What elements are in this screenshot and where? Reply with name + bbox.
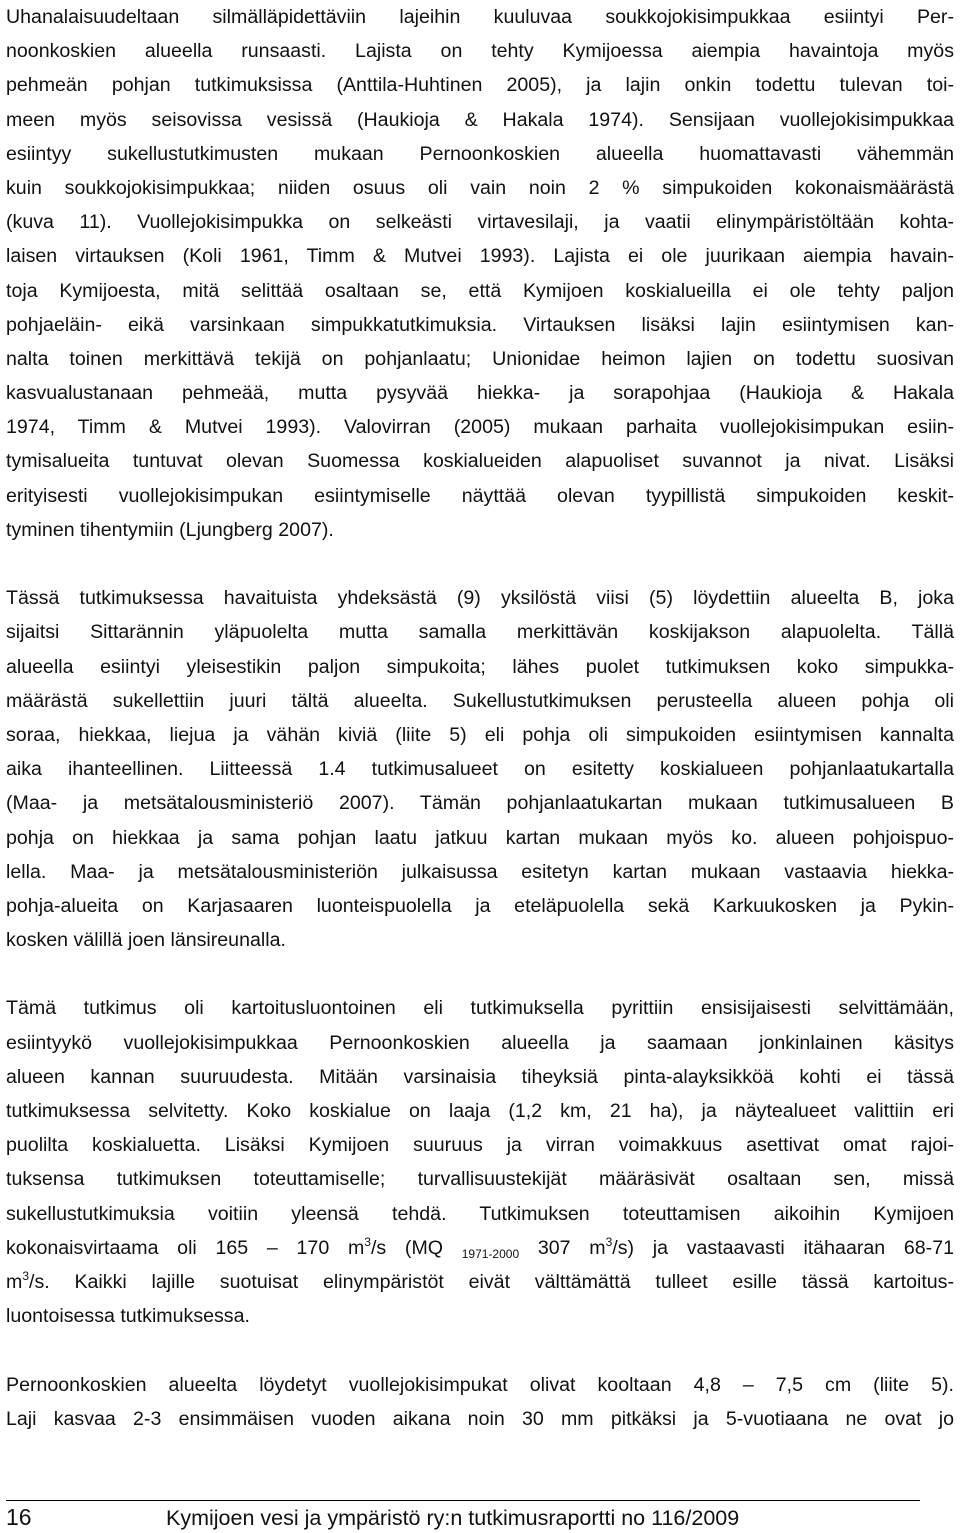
paragraph-3 — [6, 991, 954, 1333]
text-line: erityisesti vuollejokisimpukan esiintymiselle näyttää olevan tyypillistä simpukoiden keskit- — [6, 484, 954, 507]
flow-text: kokonaisvirtaama oli 165 – 170 m — [6, 1236, 365, 1259]
text-line: soraa, hiekkaa, liejua ja vähän kiviä (liite 5) eli pohja oli simpukoiden esiintymisen kannalta — [6, 723, 954, 746]
text-line: puolilta koskialuetta. Lisäksi Kymijoen suuruus ja virran voimakkuus asettivat omat rajoi- — [6, 1134, 954, 1157]
unit-line — [6, 1265, 954, 1299]
superscript: 3 — [364, 1234, 371, 1249]
text-line: tutkimuksessa selvitetty. Koko koskialue on laaja (1,2 km, 21 ha), ja näytealueet valittiin eri — [6, 1100, 954, 1122]
text-line: pohja on hiekkaa ja sama pohjan laatu jatkuu kartan mukaan myös ko. alueen pohjoispuo- — [6, 826, 954, 849]
unit-text: /s. Kaikki lajille suotuisat elinympäristöt eivät välttämättä tulleet esille tässä kartoitus- — [29, 1270, 954, 1293]
text-line: pehmeän pohjan tutkimuksissa (Anttila-Huhtinen 2005), ja lajin onkin todettu tulevan toi- — [6, 74, 954, 97]
text-line: alueella esiintyi yleisestikin paljon simpukoita; lähes puolet tutkimuksen koko simpukka- — [6, 655, 954, 678]
page-number: 16 — [6, 1504, 32, 1530]
subscript: 1971-2000 — [461, 1246, 520, 1261]
paragraph-gap — [6, 957, 954, 991]
publication-title: Kymijoen vesi ja ympäristö ry:n tutkimusraportti no 116/2009 — [166, 1506, 740, 1530]
paragraph-gap — [6, 1333, 954, 1367]
superscript: 3 — [22, 1268, 30, 1283]
text-line: tuksensa tutkimuksen toteuttamiselle; turvallisuustekijät määräsivät osaltaan sen, missä — [6, 1168, 954, 1191]
text-line: esiintyy sukellustutkimusten mukaan Pernoonkoskien alueella huomattavasti vähemmän — [6, 142, 954, 165]
text-line: alueen kannan suuruudesta. Mitään varsinaisia tiheyksiä pinta-alayksikköä kohti ei tässä — [6, 1065, 954, 1088]
text-line: lella. Maa- ja metsätalousministeriön julkaisussa esitetyn kartan mukaan vastaavia hiekka- — [6, 860, 954, 883]
text-line: laisen virtauksen (Koli 1961, Timm & Mutvei 1993). Lajista ei ole juurikaan aiempia havain- — [6, 245, 954, 268]
flow-text: /s) ja vastaavasti itähaaran 68-71 — [612, 1236, 954, 1259]
text-line: esiintyykö vuollejokisimpukkaa Pernoonkoskien alueella ja saamaan jonkinlainen käsitys — [6, 1031, 954, 1054]
text-line: tyminen tihentymiin (Ljungberg 2007). — [6, 518, 334, 541]
document-page — [6, 0, 954, 1436]
text-line: toja Kymijoesta, mitä selittää osaltaan se, että Kymijoen koskialueilla ei ole tehty paljon — [6, 279, 954, 302]
text-line: (kuva 11). Vuollejokisimpukka on selkeästi virtavesilaji, ja vaatii elinympäristöltään kohta- — [6, 211, 954, 234]
footer-divider — [6, 1500, 920, 1501]
text-line: tymisalueita tuntuvat olevan Suomessa koskialueiden alapuoliset suvannot ja nivat. Lisäksi — [6, 450, 954, 473]
text-line: Laji kasvaa 2-3 ensimmäisen vuoden aikana noin 30 mm pitkäksi ja 5-vuotiaana ne ovat jo — [6, 1407, 954, 1430]
text-line: luontoisessa tutkimuksessa. — [6, 1305, 250, 1328]
unit-text: m — [6, 1270, 23, 1293]
text-line: sukellustutkimuksia voitiin yleensä tehdä. Tutkimuksen toteuttamisen aikoihin Kymijoen — [6, 1202, 954, 1225]
text-line: pohja-alueita on Karjasaaren luonteispuolella ja eteläpuolella sekä Karkuukosken ja Pykin- — [6, 894, 954, 917]
text-line: Tämä tutkimus oli kartoitusluontoinen eli tutkimuksella pyrittiin ensisijaisesti selvittämään, — [6, 997, 954, 1020]
text-line: Tässä tutkimuksessa havaituista yhdeksästä (9) yksilöstä viisi (5) löydettiin alueelta B, joka — [6, 587, 954, 610]
flow-text: /s (MQ — [370, 1236, 462, 1259]
text-line: kuin soukkojokisimpukkaa; niiden osuus oli vain noin 2 % simpukoiden kokonaismäärästä — [6, 176, 954, 199]
text-line: aika ihanteellinen. Liitteessä 1.4 tutkimusalueet on esitetty koskialueen pohjanlaatukartalla — [6, 758, 954, 781]
text-line: määrästä sukellettiin juuri tältä alueelta. Sukellustutkimuksen perusteella alueen pohja oli — [6, 689, 954, 712]
text-line: meen myös seisovissa vesissä (Haukioja & Hakala 1974). Sensijaan vuollejokisimpukkaa — [6, 108, 954, 131]
text-line: kosken välillä joen länsireunalla. — [6, 929, 286, 952]
text-line: (Maa- ja metsätalousministeriö 2007). Tämän pohjanlaatukartan mukaan tutkimusalueen B — [6, 792, 954, 815]
text-line: pohjaeläin- eikä varsinkaan simpukkatutkimuksia. Virtauksen lisäksi lajin esiintymisen kan- — [6, 313, 954, 336]
text-line: 1974, Timm & Mutvei 1993). Valovirran (2005) mukaan parhaita vuollejokisimpukan esiin- — [6, 416, 954, 439]
paragraph-4 — [6, 1368, 954, 1436]
paragraph-2 — [6, 581, 954, 957]
superscript: 3 — [605, 1234, 613, 1249]
text-line: Pernoonkoskien alueelta löydetyt vuollejokisimpukat olivat kooltaan 4,8 – 7,5 cm (liite 5). — [6, 1373, 954, 1396]
text-line: noonkoskien alueella runsaasti. Lajista on tehty Kymijoessa aiempia havaintoja myös — [6, 40, 954, 63]
flow-rate-line — [6, 1231, 954, 1265]
paragraph-gap — [6, 547, 954, 581]
flow-text: 307 m — [519, 1236, 606, 1259]
page-footer — [6, 1500, 920, 1531]
text-line: nalta toinen merkittävä tekijä on pohjanlaatu; Unionidae heimon lajien on todettu suosivan — [6, 347, 954, 370]
text-line: Uhanalaisuudeltaan silmälläpidettäviin lajeihin kuuluvaa soukkojokisimpukkaa esiintyi Per- — [6, 6, 954, 28]
paragraph-1 — [6, 0, 954, 547]
text-line: kasvualustanaan pehmeää, mutta pysyvää hiekka- ja sorapohjaa (Haukioja & Hakala — [6, 382, 954, 405]
text-line: sijaitsi Sittarännin yläpuolelta mutta samalla merkittävän koskijakson alapuolelta. Tällä — [6, 621, 954, 644]
